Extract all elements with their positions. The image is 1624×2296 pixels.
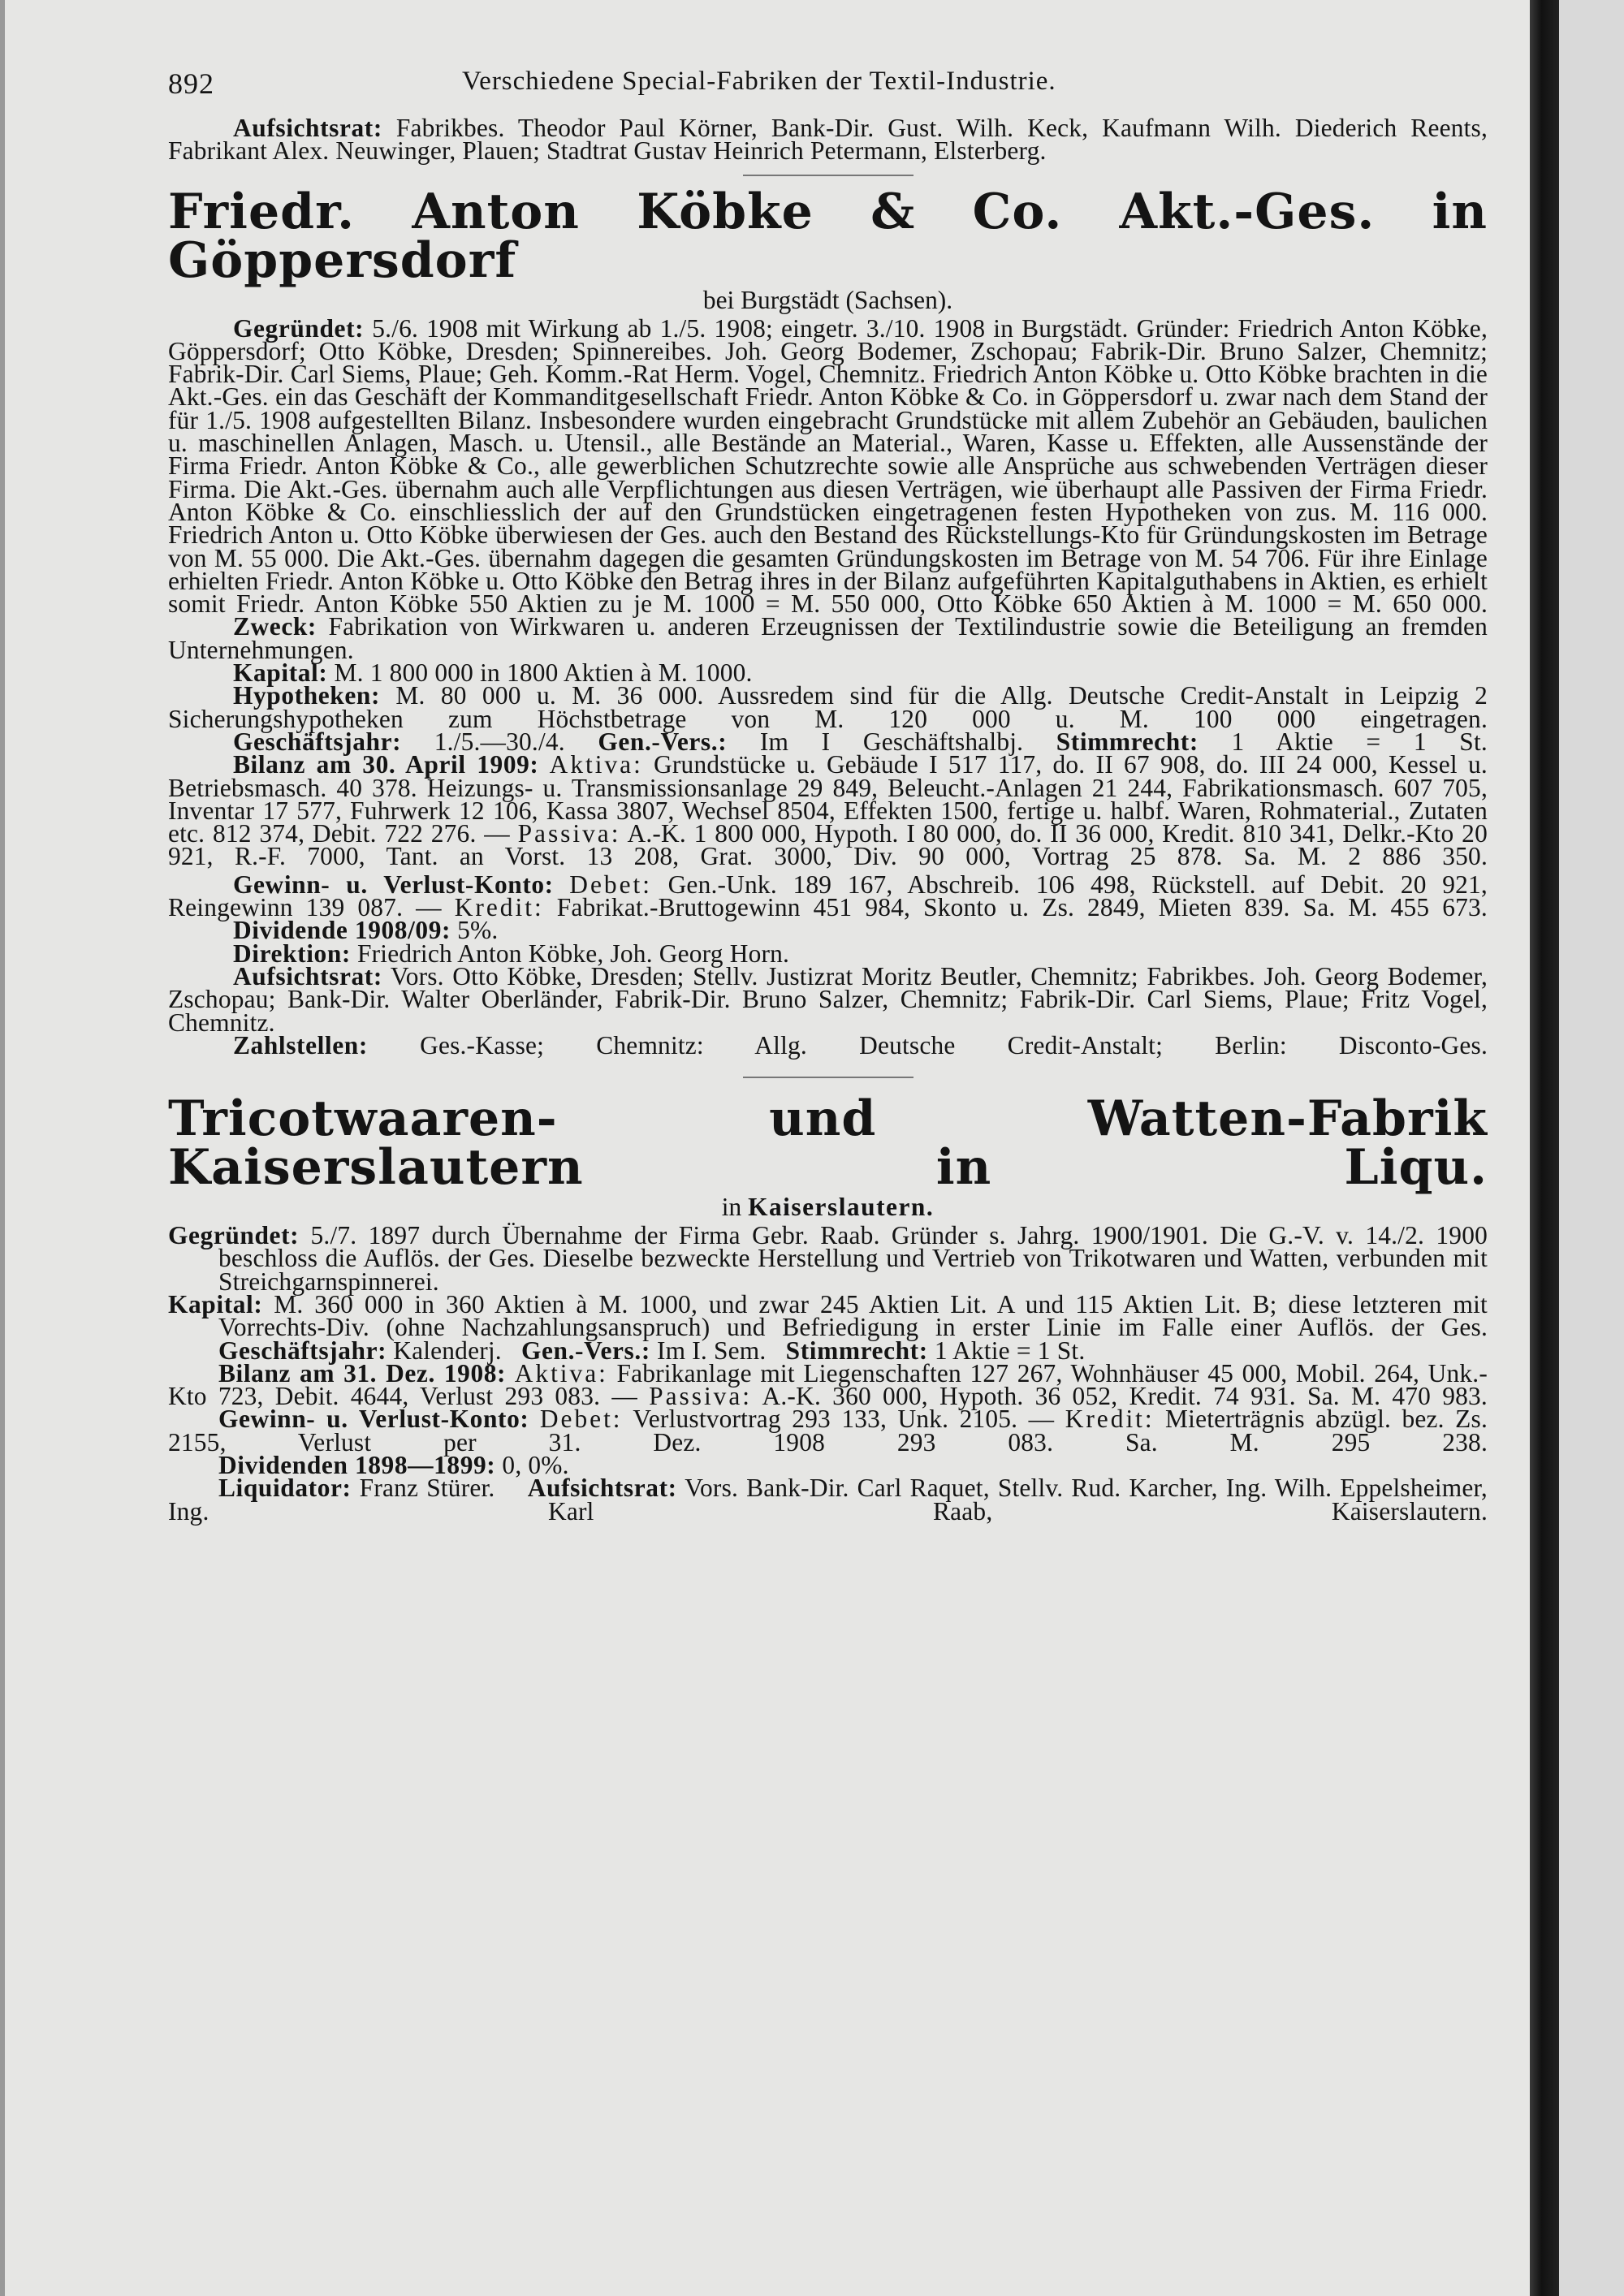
field-text: Fabrikbes. Theodor Paul Körner, Bank-Dir. Gust. Wilh. Keck, Kaufmann Wilh. Diederich Reents, Fabrikant Alex. Neuwinger, Plauen; Stadtrat Gustav Heinrich Petermann, Elsterberg. — [168, 114, 1488, 166]
zahlstellen-paragraph — [168, 1030, 1488, 1060]
page-content — [168, 57, 1488, 1526]
page-left-edge — [0, 0, 5, 2296]
top-aufsichtsrat — [168, 114, 1488, 166]
field-text: M. 360 000 in 360 Aktien à M. 1000, und zwar 245 Aktien Lit. A und 115 Aktien Lit. B; diese letzteren mit Vorrechts-Div. (ohne Nachzahlungsanspruch) und Befriedigung in erster Linie im Falle einer Auflös. der Ges. — [218, 1289, 1488, 1342]
field-label: Stimmrecht: — [785, 1336, 928, 1365]
passiva-word: Passiva: — [649, 1382, 753, 1411]
liquidator-aufsichtsrat-paragraph — [168, 1474, 1488, 1526]
field-label: Geschäftsjahr: — [233, 727, 402, 756]
field-text: 5./6. 1908 mit Wirkung ab 1./5. 1908; eingetr. 3./10. 1908 in Burgstädt. Gründer: Friedrich Anton Köbke, Göppersdorf; Otto Köbke, Dresden; Spinnereibes. Joh. Georg Bodemer, Zschopau; Fabrik-Dir. Bruno Salzer, Chemnitz; Fabrik-Dir. Carl Siems, Plaue; Geh. Komm.-Rat Herm. Vogel, Chemnitz. Friedrich Anton Köbke u. Otto Köbke brachten in die Akt.-Ges. ein das Geschäft der Kommanditgesellschaft Friedr. Anton Köbke & Co. in Göppersdorf u. zwar nach dem Stand der für 1./5. 1908 aufgestellten Bilanz. Insbesondere wurden eingebracht Grundstücke mit allem Zubehör an Gebäuden, baulichen u. maschinellen Anlagen, Masch. u. Utensil., alle Bestände an Material., Waren, Kasse u. Effekten, alle Aussenstände der Firma Friedr. Anton Köbke & Co., alle gewerblichen Schutzrechte sowie alle Ansprüche aus schwebenden Verträgen dieser Firma. Die Akt.-Ges. übernahm auch alle Verpflichtungen aus diesen Verträgen, wie überhaupt alle Passiven der Firma Friedr. Anton Köbke & Co. einschliesslich der auf den Grundstücken eingetragenen festen Hypotheken von zus. M. 116 000. Friedrich Anton u. Otto Köbke überwiesen der Ges. auch den Bestand des Rückstellungs-Kto für Gründungskosten im Betrage von M. 55 000. Die Akt.-Ges. übernahm dagegen die gesamten Gründungskosten im Betrage von M. 54 706. Für ihre Einlage erhielten Friedr. Anton Köbke u. Otto Köbke den Betrag ihres in der Bilanz aufgeführten Kapitalguthabens in Aktien, es erhielt somit Friedr. Anton Köbke 550 Aktien zu je M. 1000 = M. 550 000, Otto Köbke 650 Aktien à M. 1000 = M. 650 000. — [168, 313, 1488, 619]
field-label: Geschäftsjahr: — [218, 1336, 387, 1365]
field-label: Dividende 1908/09: — [233, 916, 451, 945]
guv-paragraph — [168, 1405, 1488, 1457]
field-label: Bilanz am 30. April 1909: — [233, 750, 539, 779]
field-text: 1./5.—30./4. — [434, 727, 565, 756]
kredit-word: Kredit: — [454, 893, 544, 922]
company-subtitle: bei Burgstädt (Sachsen). — [702, 285, 953, 314]
guv-paragraph — [168, 870, 1488, 922]
gegruendet-paragraph — [168, 1221, 1488, 1296]
company-title: Friedr. Anton Köbke & Co. Akt.-Ges. in Göppersdorf — [168, 183, 1488, 289]
page-number: 892 — [168, 67, 214, 100]
field-text: 5./7. 1897 durch Übernahme der Firma Gebr. Raab. Gründer s. Jahrg. 1900/1901. Die G.-V. v. 14./2. 1900 beschloss die Auflös. der Ges. Dieselbe bezweckte Herstellung und Vertrieb von Trikotwaren und Watten, verbunden mit Streichgarnspinnerei. — [218, 1221, 1488, 1296]
gegruendet-paragraph — [168, 313, 1488, 619]
field-text: A.-K. 360 000, Hypoth. 36 052, Kredit. 74 931. Sa. M. 470 983. — [762, 1382, 1488, 1411]
field-text: 1 Aktie = 1 St. — [1231, 727, 1488, 756]
field-text: Verlustvortrag 293 133, Unk. 2105. — — [633, 1405, 1055, 1434]
field-text: Vors. Otto Köbke, Dresden; Stellv. Justizrat Moritz Beutler, Chemnitz; Fabrikbes. Joh. Georg Bodemer, Zschopau; Bank-Dir. Walter Oberländer, Fabrik-Dir. Bruno Salzer, Chemnitz; Fabrik-Dir. Carl Siems, Plaue; Fritz Vogel, Chemnitz. — [168, 961, 1488, 1037]
company-entry-koebke — [168, 183, 1488, 1060]
field-text: 5%. — [457, 916, 499, 945]
field-label: Liquidator: — [218, 1474, 352, 1503]
field-text: Im I. Sem. — [656, 1336, 767, 1365]
field-label: Zahlstellen: — [233, 1030, 368, 1060]
field-label: Gen.-Vers.: — [521, 1336, 650, 1365]
adjacent-page-strip — [1559, 0, 1624, 2296]
aufsichtsrat-paragraph — [168, 961, 1488, 1037]
section-divider — [743, 1077, 914, 1078]
field-label: Aufsichtsrat: — [527, 1474, 677, 1503]
field-text: Fabrikat.-Bruttogewinn 451 984, Skonto u. Zs. 2849, Mieten 839. Sa. M. 455 673. — [556, 893, 1488, 922]
field-label: Direktion: — [233, 939, 351, 968]
subtitle-place: Kaiserslautern. — [748, 1193, 935, 1222]
field-text: Vors. Bank-Dir. Carl Raquet, Stellv. Rud. Karcher, Ing. Wilh. Eppelsheimer, Ing. Karl Raab, Kaiserslautern. — [168, 1474, 1488, 1526]
company-title: Tricotwaaren- und Watten-Fabrik Kaiserslautern in Liqu. — [168, 1090, 1488, 1197]
field-text: Fabrikation von Wirkwaren u. anderen Erzeugnissen der Textilindustrie sowie die Beteiligung an fremden Unternehmungen. — [168, 612, 1488, 664]
field-label: Gewinn- u. Verlust-Konto: — [233, 870, 554, 899]
passiva-word: Passiva: — [517, 819, 621, 848]
field-label: Aufsichtsrat: — [233, 114, 382, 142]
field-text: 1 Aktie = 1 St. — [934, 1336, 1086, 1365]
field-label: Zweck: — [233, 612, 317, 641]
field-text: Mieterträgnis abzügl. bez. Zs. 2155, Verlust per 31. Dez. 1908 293 083. Sa. M. 295 238. — [168, 1405, 1488, 1457]
kredit-word: Kredit: — [1065, 1405, 1155, 1434]
field-label: Stimmrecht: — [1056, 727, 1199, 756]
debet-word: Debet: — [569, 870, 652, 899]
running-header — [168, 57, 1488, 106]
field-text: Friedrich Anton Köbke, Joh. Georg Horn. — [357, 939, 790, 968]
field-label: Gegründet: — [233, 313, 365, 343]
field-label: Gegründet: — [168, 1221, 300, 1250]
field-text: Gen.-Unk. 189 167, Abschreib. 106 498, Rückstell. auf Debit. 20 921, Reingewinn 139 087. — — [168, 870, 1488, 922]
page-gutter-shadow — [1530, 0, 1559, 2296]
field-label: Bilanz am 31. Dez. 1908: — [218, 1358, 507, 1388]
zweck-paragraph — [168, 612, 1488, 664]
company-entry-kaiserslautern — [168, 1090, 1488, 1526]
field-text: M. 1 800 000 in 1800 Aktien à M. 1000. — [334, 658, 753, 688]
aktiva-word: Aktiva: — [549, 750, 643, 779]
field-text: Fabrikanlage mit Liegenschaften 127 267, Wohnhäuser 45 000, Mobil. 264, Unk.-Kto 723, Debit. 4644, Verlust 293 083. — — [168, 1358, 1488, 1411]
bilanz-paragraph — [168, 750, 1488, 871]
running-title: Verschiedene Special-Fabriken der Textil-Industrie. — [462, 67, 1056, 96]
debet-word: Debet: — [539, 1405, 623, 1434]
field-text: Im I Geschäftshalbj. — [759, 727, 1024, 756]
kapital-paragraph — [168, 1289, 1488, 1342]
field-label: Gewinn- u. Verlust-Konto: — [218, 1405, 529, 1434]
hypotheken-paragraph — [168, 681, 1488, 733]
field-text: 0, 0%. — [502, 1451, 569, 1480]
field-label: Kapital: — [168, 1289, 263, 1318]
field-label: Kapital: — [233, 658, 328, 688]
field-text: Grundstücke u. Gebäude I 517 117, do. II 67 908, do. III 24 000, Kessel u. Betriebsmasch. 40 378. Heizungs- u. Transmissionsanlage 29 849, Beleucht.-Anlagen 21 244, Fabrikationsmasch. 607 705, Inventar 17 577, Fuhrwerk 12 106, Kassa 3807, Wechsel 8504, Effekten 1500, fertige u. halbf. Waren, Rohmaterial., Zutaten etc. 812 374, Debit. 722 276. — — [168, 750, 1488, 848]
field-label: Aufsichtsrat: — [233, 961, 382, 990]
bilanz-paragraph — [168, 1358, 1488, 1411]
company-subtitle — [168, 1193, 1488, 1222]
field-label: Dividenden 1898—1899: — [218, 1451, 496, 1480]
field-text: Franz Stürer. — [359, 1474, 495, 1503]
section-divider — [743, 175, 914, 176]
subtitle-prefix: in — [721, 1193, 742, 1222]
field-label: Hypotheken: — [233, 681, 381, 710]
field-text: Kalenderj. — [393, 1336, 502, 1365]
field-text: A.-K. 1 800 000, Hypoth. I 80 000, do. II 36 000, Kredit. 810 341, Delkr.-Kto 20 921, R.-F. 7000, Tant. an Vorst. 13 208, Grat. 3000, Div. 90 000, Vortrag 25 878. Sa. M. 2 886 350. — [168, 819, 1488, 871]
field-text: Ges.-Kasse; Chemnitz: Allg. Deutsche Credit-Anstalt; Berlin: Disconto-Ges. — [420, 1030, 1488, 1060]
field-label: Gen.-Vers.: — [598, 727, 728, 756]
field-text: M. 80 000 u. M. 36 000. Aussredem sind für die Allg. Deutsche Credit-Anstalt in Leipzig 2 Sicherungshypotheken zum Höchstbetrage von M. 120 000 u. M. 100 000 eingetragen. — [168, 681, 1488, 733]
aktiva-word: Aktiva: — [514, 1358, 608, 1388]
